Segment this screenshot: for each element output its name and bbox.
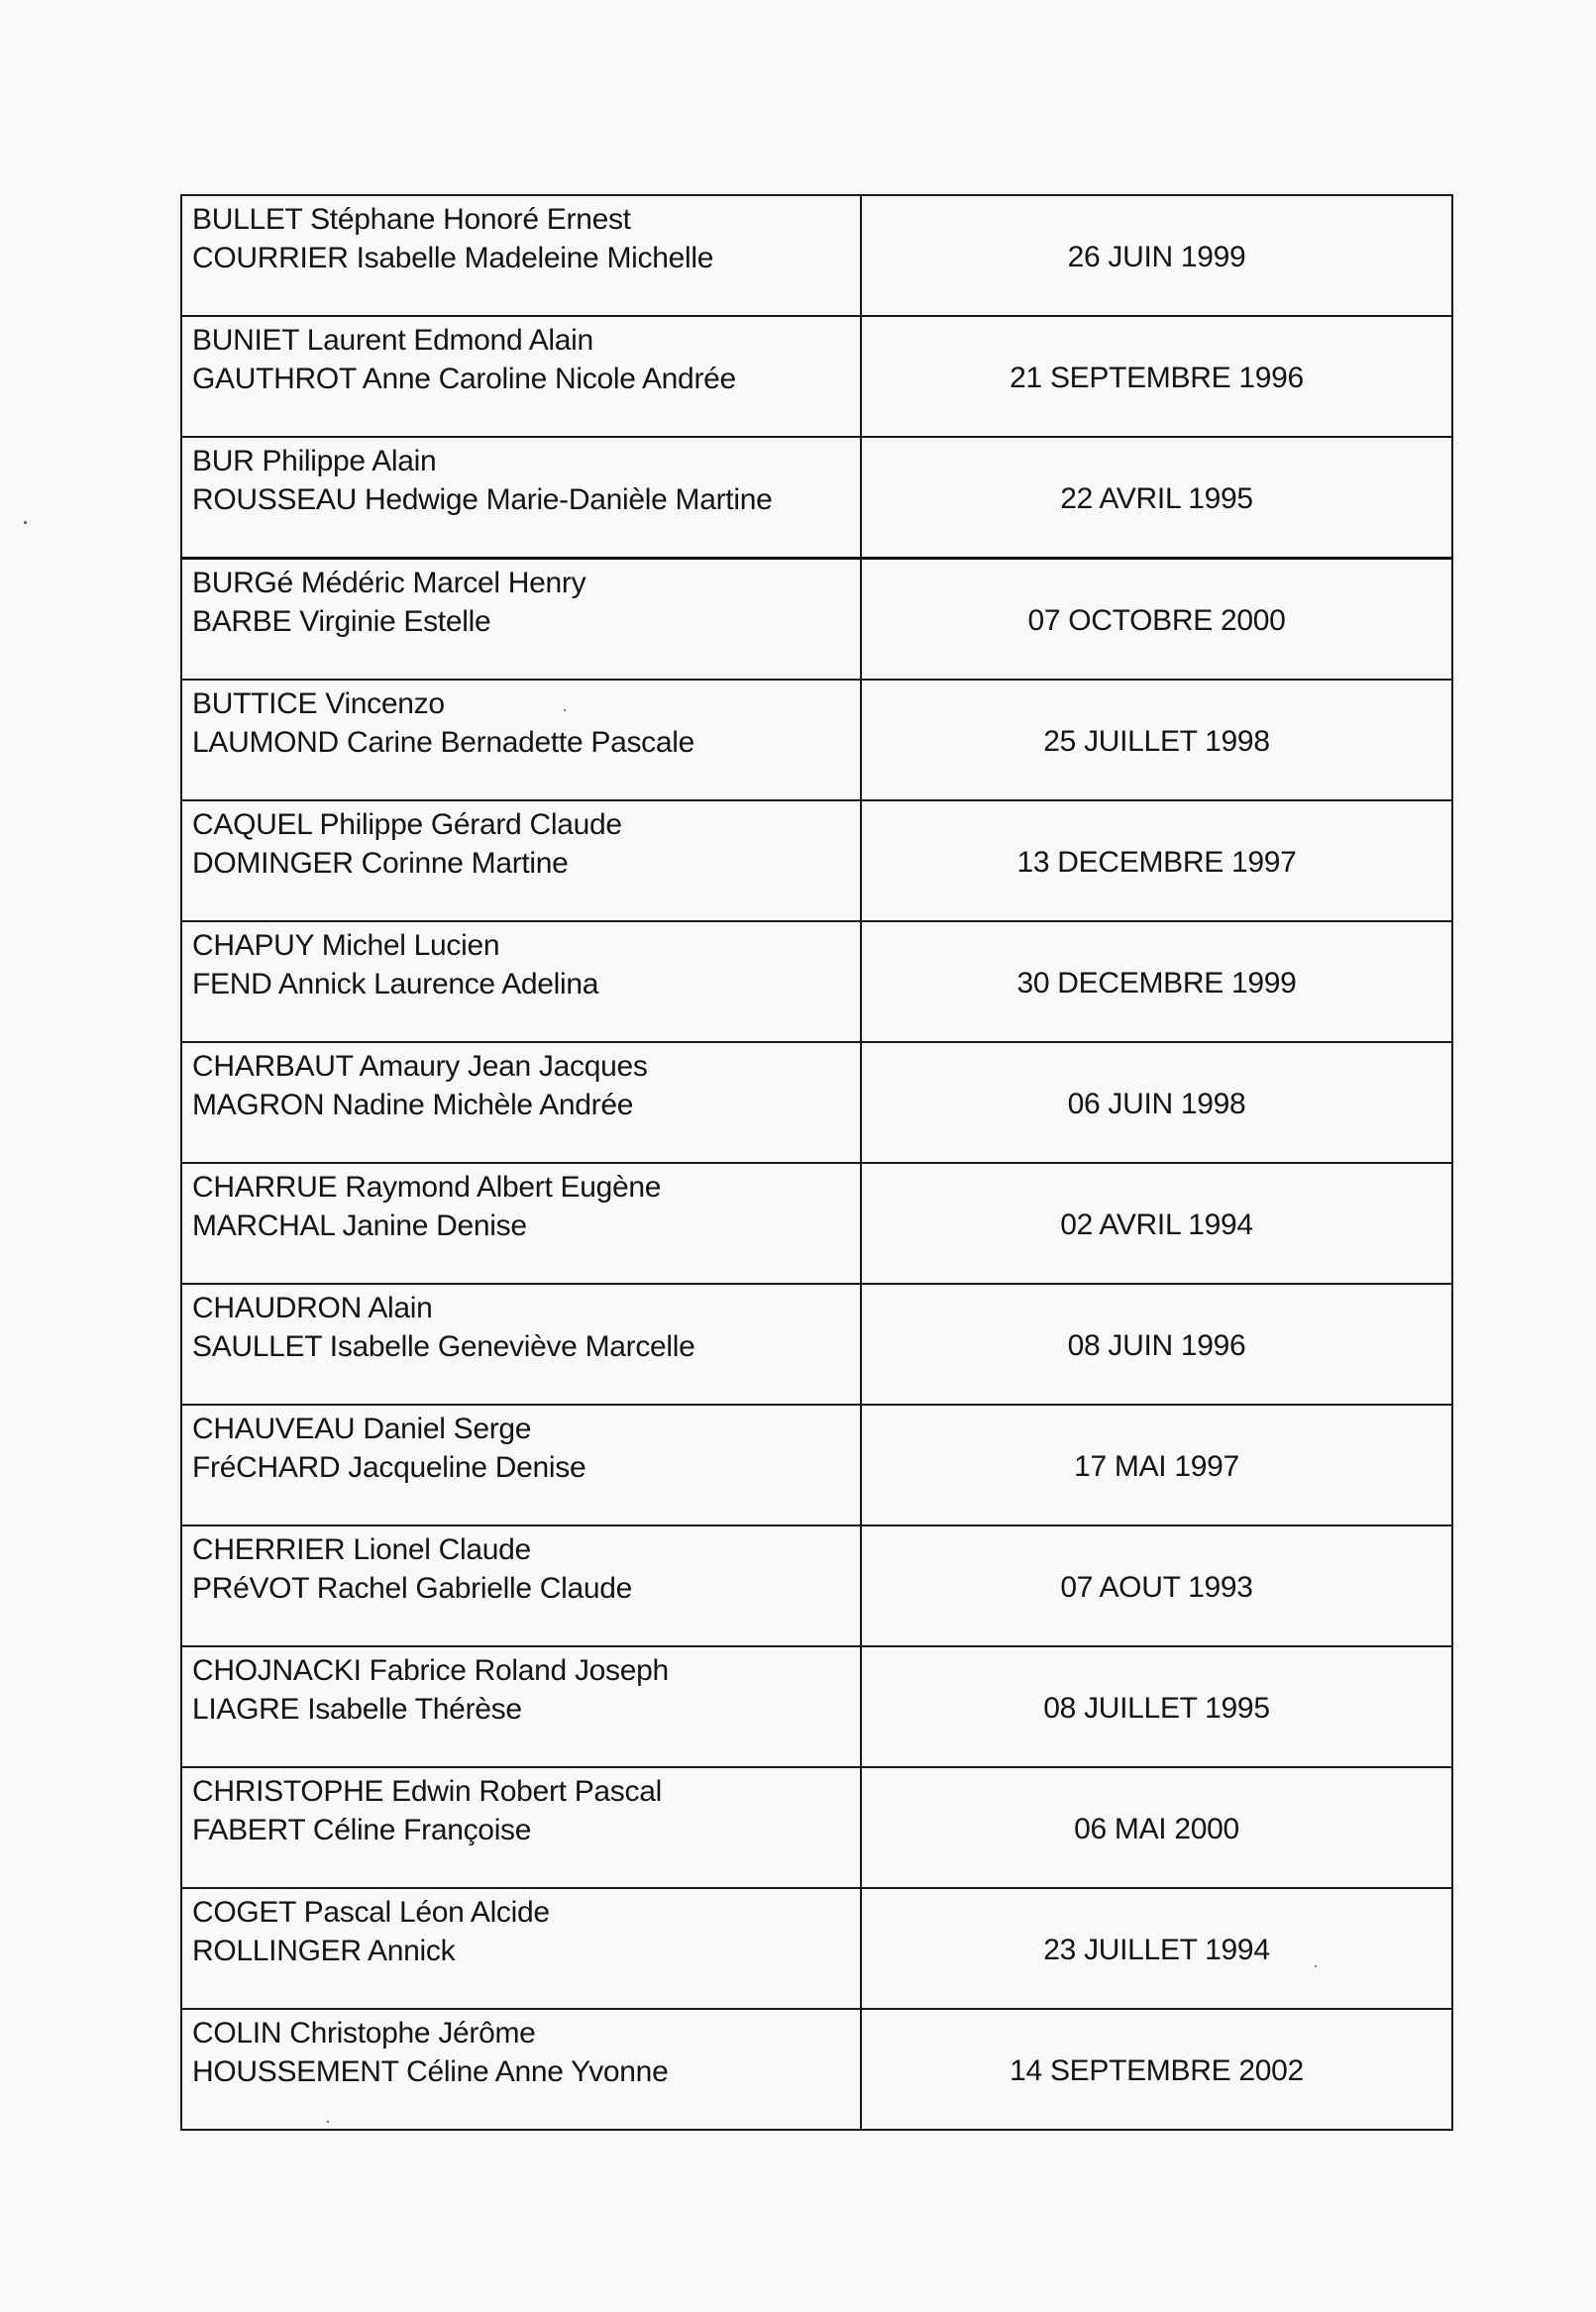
spouse-2-name: DOMINGER Corinne Martine <box>192 847 569 880</box>
marriage-date: 07 AOUT 1993 <box>861 1525 1452 1646</box>
marriage-date: 21 SEPTEMBRE 1996 <box>861 316 1452 437</box>
table-row <box>181 1405 1452 1525</box>
names-cell <box>181 921 861 1042</box>
spouse-2-name: PRéVOT Rachel Gabrielle Claude <box>192 1572 633 1605</box>
spouse-2-name: FréCHARD Jacqueline Denise <box>192 1451 586 1484</box>
spouse-2-name: SAULLET Isabelle Geneviève Marcelle <box>192 1330 695 1363</box>
spouse-1-name: CHAUDRON Alain <box>192 1292 433 1324</box>
marriage-date: 08 JUIN 1996 <box>861 1284 1452 1405</box>
spouse-2-name: ROUSSEAU Hedwige Marie-Danièle Martine <box>192 483 773 516</box>
names-cell <box>181 437 861 559</box>
spouse-2-name: COURRIER Isabelle Madeleine Michelle <box>192 242 714 274</box>
names-cell <box>181 2009 861 2130</box>
marriage-date: 07 OCTOBRE 2000 <box>861 559 1452 681</box>
spouse-1-name: BURGé Médéric Marcel Henry <box>192 567 586 599</box>
table-row <box>181 2009 1452 2130</box>
marriage-date: 08 JUILLET 1995 <box>861 1646 1452 1767</box>
spouse-2-name: BARBE Virginie Estelle <box>192 605 491 638</box>
spouse-1-name: BULLET Stéphane Honoré Ernest <box>192 203 631 236</box>
spouse-1-name: CHERRIER Lionel Claude <box>192 1533 531 1566</box>
names-cell <box>181 1163 861 1284</box>
marriage-date: 30 DECEMBRE 1999 <box>861 921 1452 1042</box>
marriage-date: 14 SEPTEMBRE 2002 <box>861 2009 1452 2130</box>
table-row <box>181 800 1452 921</box>
spouse-1-name: BUR Philippe Alain <box>192 445 437 477</box>
names-cell <box>181 559 861 681</box>
spouse-2-name: MAGRON Nadine Michèle Andrée <box>192 1089 634 1121</box>
table-row <box>181 1042 1452 1163</box>
spouse-2-name: LAUMOND Carine Bernadette Pascale <box>192 726 694 759</box>
marriage-date: 13 DECEMBRE 1997 <box>861 800 1452 921</box>
marriage-date: 02 AVRIL 1994 <box>861 1163 1452 1284</box>
spouse-1-name: CAQUEL Philippe Gérard Claude <box>192 808 622 841</box>
spouse-1-name: CHARBAUT Amaury Jean Jacques <box>192 1050 648 1083</box>
spouse-1-name: CHRISTOPHE Edwin Robert Pascal <box>192 1775 662 1808</box>
register-rows <box>181 195 1452 2130</box>
marriage-register-table <box>180 194 1453 2131</box>
marriage-date: 23 JUILLET 1994 <box>861 1888 1452 2009</box>
scan-speck <box>564 709 566 711</box>
spouse-1-name: CHAUVEAU Daniel Serge <box>192 1413 532 1445</box>
scan-speck <box>1315 1965 1317 1967</box>
table-row <box>181 680 1452 800</box>
names-cell <box>181 1525 861 1646</box>
names-cell <box>181 1888 861 2009</box>
marriage-date: 06 MAI 2000 <box>861 1767 1452 1888</box>
marriage-date: 06 JUIN 1998 <box>861 1042 1452 1163</box>
spouse-1-name: CHOJNACKI Fabrice Roland Joseph <box>192 1654 669 1687</box>
scan-speck <box>327 2121 329 2123</box>
marriage-date: 22 AVRIL 1995 <box>861 437 1452 559</box>
names-cell <box>181 1405 861 1525</box>
spouse-2-name: FABERT Céline Françoise <box>192 1814 532 1846</box>
spouse-2-name: FEND Annick Laurence Adelina <box>192 968 599 1000</box>
spouse-1-name: CHARRUE Raymond Albert Eugène <box>192 1171 662 1204</box>
table-row <box>181 1284 1452 1405</box>
spouse-1-name: COLIN Christophe Jérôme <box>192 2017 536 2049</box>
marriage-date: 26 JUIN 1999 <box>861 195 1452 316</box>
names-cell <box>181 195 861 316</box>
names-cell <box>181 1767 861 1888</box>
table-row <box>181 195 1452 316</box>
spouse-2-name: MARCHAL Janine Denise <box>192 1209 527 1242</box>
names-cell <box>181 1284 861 1405</box>
table-row <box>181 1646 1452 1767</box>
scan-speck <box>24 521 27 524</box>
names-cell <box>181 1042 861 1163</box>
spouse-1-name: COGET Pascal Léon Alcide <box>192 1896 550 1929</box>
names-cell <box>181 1646 861 1767</box>
spouse-2-name: HOUSSEMENT Céline Anne Yvonne <box>192 2055 669 2088</box>
names-cell <box>181 680 861 800</box>
table-row <box>181 1163 1452 1284</box>
spouse-1-name: BUTTICE Vincenzo <box>192 687 445 720</box>
table-row <box>181 1767 1452 1888</box>
marriage-date: 17 MAI 1997 <box>861 1405 1452 1525</box>
table-row <box>181 1525 1452 1646</box>
table-row <box>181 437 1452 559</box>
spouse-1-name: BUNIET Laurent Edmond Alain <box>192 324 593 357</box>
names-cell <box>181 800 861 921</box>
table-row <box>181 1888 1452 2009</box>
spouse-2-name: GAUTHROT Anne Caroline Nicole Andrée <box>192 363 736 395</box>
names-cell <box>181 316 861 437</box>
marriage-date: 25 JUILLET 1998 <box>861 680 1452 800</box>
table-row <box>181 921 1452 1042</box>
table-row <box>181 316 1452 437</box>
spouse-1-name: CHAPUY Michel Lucien <box>192 929 500 962</box>
spouse-2-name: ROLLINGER Annick <box>192 1935 456 1967</box>
table-row <box>181 559 1452 681</box>
spouse-2-name: LIAGRE Isabelle Thérèse <box>192 1693 522 1726</box>
